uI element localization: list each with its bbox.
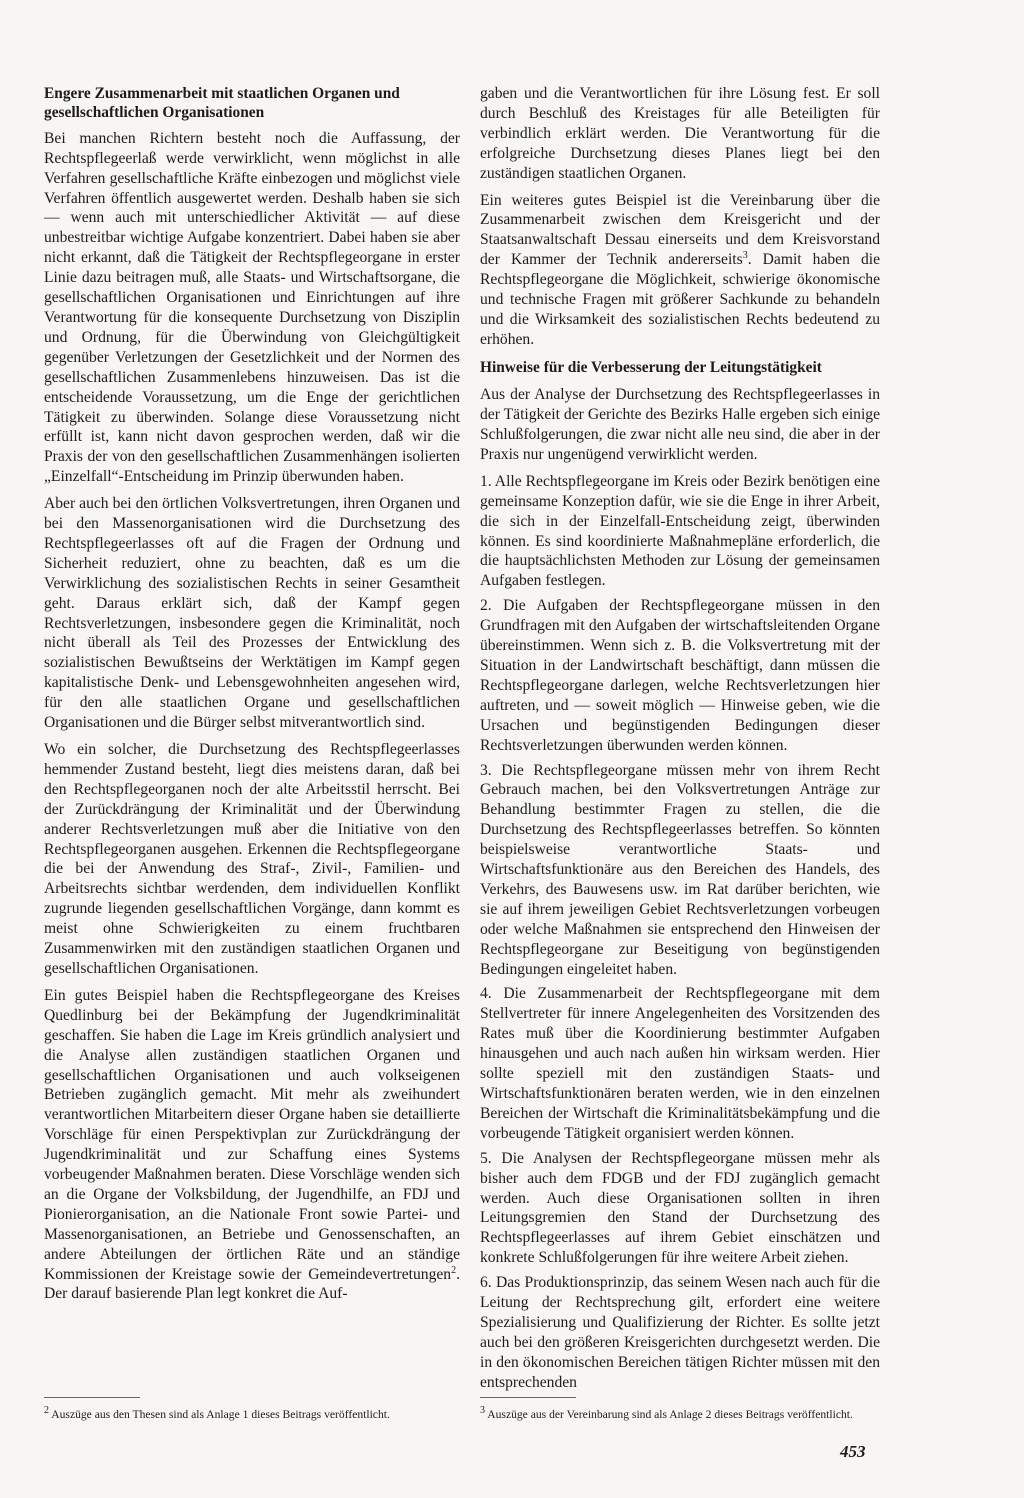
paragraph-text: . Damit haben die Rechtspflegeorgane die Möglichkeit, schwierige ökonomische und technische Fragen mit größerer Sachkunde zu behandeln und die Wirksamkeit des sozialistischen Rechts bedeutend zu erhöhen.	[480, 251, 880, 348]
numbered-item: 2. Die Aufgaben der Rechtspflegeorgane müssen in den Grundfragen mit den Aufgaben der wirtschaftsleitenden Organe übereinstimmen. Wenn sich z. B. die Volksvertretung mit der Situation in der Landwirtschaft beschäftigt, dann müssen die Rechtspflegeorgane darlegen, welche Rechtsverletzungen hier auftreten, und — soweit möglich — Hinweise geben, wie die Ursachen und begünstigenden Bedingungen dieser Rechtsverletzungen überwunden werden können.	[480, 597, 880, 754]
numbered-item: 5. Die Analysen der Rechtspflegeorgane müssen mehr als bisher auch dem FDGB und der FDJ zugänglich gemacht werden. Auch diese Organisationen sollten in ihren Leitungsgremien den Stand der Durchsetzung des Rechtspflegeerlasses auf ihrem Gebiet einschätzen und konkrete Schlußfolgerungen für ihre weitere Arbeit ziehen.	[480, 1149, 880, 1267]
footnote-divider	[44, 1397, 140, 1398]
paragraph-quedlinburg	[44, 986, 460, 1305]
footnote-left	[44, 1405, 454, 1422]
footnote-text: Auszüge aus den Thesen sind als Anlage 1 dieses Beitrags veröffentlicht.	[51, 1408, 390, 1421]
section-heading-leadership: Hinweise für die Verbesserung der Leitungstätigkeit	[480, 358, 822, 376]
footnote-right	[480, 1405, 880, 1422]
numbered-item: 6. Das Produktionsprinzip, das seinem Wesen nach auch für die Leitung der Rechtsprechung gilt, erfordert eine weitere Spezialisierung und Qualifizierung der Richter. Es sollte jetzt auch bei den größeren Kreisgerichten durchgesetzt werden. Die in den ökonomischen Bereichen tätigen Richter müssen mit den entsprechenden	[480, 1274, 880, 1391]
paragraph-text: . Der darauf basierende Plan legt konkret die Auf-	[44, 1265, 460, 1303]
paragraph: Wo ein solcher, die Durchsetzung des Rechtspflegeerlasses hemmender Zustand besteht, liegt dies meistens daran, daß bei den Rechtspflegeorganen noch der alte Arbeitsstil herrscht. Bei der Zurückdrängung der Kriminalität und der Überwindung anderer Rechtsverletzungen muß aber die Initiative von den Rechtspflegeorganen ausgehen. Erkennen die Rechtspflegeorgane die bei der Anwendung des Straf-, Zivil-, Familien- und Arbeitsrechts sichtbar werdenden, dem individuellen Konflikt zugrunde liegenden gesellschaftlichen Vorgänge, dann kommt es meist ohne Schwierigkeiten zu einem fruchtbaren Zusammenwirken mit den zuständigen staatlichen Organen und gesellschaftlichen Organisationen.	[44, 741, 460, 977]
paragraph-dessau	[480, 191, 880, 350]
footnote-reference: 2	[451, 1264, 457, 1276]
footnote-divider	[480, 1397, 576, 1398]
paragraph: Aber auch bei den örtlichen Volksvertretungen, ihren Organen und bei den Massenorganisationen wird die Durchsetzung des Rechtspflegeerlasses oft auf die Fragen der Ordnung und Sicherheit reduziert, ohne zu beachten, daß es um die Verwirklichung des sozialistischen Rechts in seiner Gesamtheit geht. Daraus erklärt sich, daß der Kampf gegen Rechtsverletzungen, insbesondere gegen die Kriminalität, noch nicht überall als Teil des Prozesses der Entwicklung des sozialistischen Bewußtseins der Werktätigen im Kampf gegen kapitalistische Denk- und Lebensgewohnheiten angesehen wird, für den alle staatlichen Organe und gesellschaftlichen Organisationen und die Bürger selbst mitverantwortlich sind.	[44, 495, 460, 732]
paragraph: Aus der Analyse der Durchsetzung des Rechtspflegeerlasses in der Tätigkeit der Gerichte des Bezirks Halle ergeben sich einige Schlußfolgerungen, die zwar nicht alle neu sind, die aber in der Praxis nur ungenügend verwirklicht werden.	[480, 386, 880, 463]
paragraph: Bei manchen Richtern besteht noch die Auffassung, der Rechtspflegeerlaß werde verwirklicht, wenn möglichst in alle Verfahren gesellschaftliche Kräfte einbezogen und möglichst viele Verfahren öffentlich ausgewertet werden. Deshalb haben sie sich — wenn auch mit unterschiedlicher Aktivität — auf diese unbestreitbar wichtige Aufgabe konzentriert. Dabei haben sie aber nicht erkannt, daß die Tätigkeit der Rechtspflegeorgane in erster Linie dazu beitragen muß, alle Staats- und Wirtschaftsorgane, die gesellschaftlichen Organisationen und Einrichtungen auf ihre Verantwortung für die konsequente Durchsetzung von Disziplin und Ordnung, für die Überwindung von Gleichgültigkeit gegenüber Verletzungen der Gesetzlichkeit und der Normen des gesellschaftlichen Zusammenlebens hinzuweisen. Das ist die entscheidende Voraussetzung, um die Enge der gerichtlichen Tätigkeit zu überwinden. Solange diese Voraussetzung nicht erfüllt ist, kann nicht davon gesprochen werden, daß wir die Praxis der von den gesellschaftlichen Zusammenhängen isolierten „Einzelfall“-Entscheidung im Prinzip überwunden haben.	[44, 129, 460, 486]
left-column	[44, 84, 460, 1311]
paragraph-text: Ein gutes Beispiel haben die Rechtspflegeorgane des Kreises Quedlinburg bei der Bekämpfung der Jugendkriminalität geschaffen. Sie haben die Lage im Kreis gründlich analysiert und die Analyse allen zuständigen staatlichen Organen und gesellschaftlichen Organisationen und auch volkseigenen Betrieben zugänglich gemacht. Mit mehr als zweihundert verantwortlichen Mitarbeitern dieser Organe haben sie detaillierte Vorschläge für einen Perspektivplan zur Zurückdrängung der Jugendkriminalität und zur Schaffung eines Systems vorbeugender Maßnahmen beraten. Diese Vorschläge wenden sich an die Organe der Volksbildung, der Jugendhilfe, an FDJ und Pionierorganisation, an die Nationale Front sowie Partei- und Massenorganisationen, an Betriebe und Genossenschaften, an andere Abteilungen der örtlichen Räte und an ständige Kommissionen der Kreistage sowie der Gemeindevertretungen	[44, 986, 460, 1283]
numbered-item: 3. Die Rechtspflegeorgane müssen mehr von ihrem Recht Gebrauch machen, bei den Volksvertretungen Anträge zur Behandlung bestimmter Fragen zu stellen, die die Durchsetzung des Rechtspflegeerlasses betreffen. So könnten beispielsweise verantwortliche Staats- und Wirtschaftsfunktionäre aus den Bereichen des Handels, des Verkehrs, des Bauwesens usw. im Rat darüber berichten, wie sie auf ihrem jeweiligen Gebiet Rechtsverletzungen vorbeugen oder welche Maßnahmen sie entsprechend den Hinweisen der Rechtspflegeorgane zur Beseitigung von begünstigenden Bedingungen eingeleitet haben.	[480, 761, 880, 978]
page-number: 453	[840, 1442, 866, 1461]
paragraph-text: Ein weiteres gutes Beispiel ist die Vereinbarung über die Zusammenarbeit zwischen dem Kreisgericht und der Staatsanwaltschaft Dessau einerseits und dem Kreisvorstand der Kammer der Technik andererseits	[480, 191, 880, 269]
footnote-reference: 3	[742, 250, 748, 262]
numbered-item: 4. Die Zusammenarbeit der Rechtspflegeorgane mit dem Stellvertreter für innere Angelegenheiten des Vorsitzenden des Rates muß über die Koordinierung bestimmter Aufgaben hinausgehen und auch nach außen hin wirksam werden. Hier sollte speziell mit den zuständigen Staats- und Wirtschaftsfunktionären beraten werden, wie in den einzelnen Bereichen der Wirtschaft die Kriminalitätsbekämpfung und die vorbeugende Tätigkeit organisiert werden können.	[480, 985, 880, 1142]
numbered-item: 1. Alle Rechtspflegeorgane im Kreis oder Bezirk benötigen eine gemeinsame Konzeption dafür, wie sie die Enge in ihrer Arbeit, die sich in der Einzelfall-Entscheidung zeigt, überwinden können. Es sind koordinierte Maßnahmepläne erforderlich, die die hauptsächlichsten Methoden zur Lösung der gemeinsamen Aufgaben festlegen.	[480, 472, 880, 590]
footnote-text: Auszüge aus der Vereinbarung sind als Anlage 2 dieses Beitrags veröffentlicht.	[487, 1408, 853, 1421]
section-heading-cooperation: Engere Zusammenarbeit mit staatlichen Organen und gesellschaftlichen Organisationen	[44, 85, 400, 122]
footnote-mark: 2	[44, 1405, 49, 1417]
right-column	[480, 84, 880, 1398]
footnote-mark: 3	[480, 1405, 485, 1417]
paragraph: gaben und die Verantwortlichen für ihre Lösung fest. Er soll durch Beschluß des Kreistages für alle Beteiligten für verbindlich erklärt werden. Die Verantwortung für die erfolgreiche Durchsetzung dieses Planes liegt bei den zuständigen staatlichen Organen.	[480, 85, 880, 182]
